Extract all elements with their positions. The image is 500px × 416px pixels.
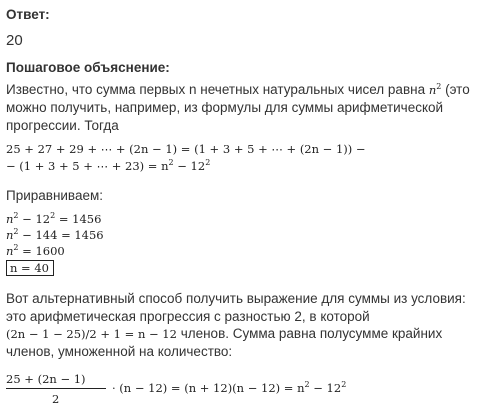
answer-heading: Ответ: [6,7,50,22]
fraction-numerator: 25 + (2n − 1) [6,372,86,386]
explanation-heading: Пошаговое объяснение: [6,60,170,75]
solution-step-2: $n^2 - 144 = 1456$ [6,227,104,242]
answer-value: 20 [6,32,23,49]
equate-label: Приравниваем: [6,188,104,203]
paragraph2-line3-text: членов. Сумма равна полусумме крайних [176,326,443,341]
n-squared-math: $n^2$ [428,82,442,97]
paragraph1-line3: прогрессии. Тогда [6,118,119,133]
equation1-line2: − (1 + 3 + 5 + ⋯ + $23) = n^2 - 12^2$ [6,158,211,173]
term-count-formula: (2n − 1 − 25)/2 + 1 = n − 12 [6,327,177,341]
solution-step-1: $n^2 - 12^2 = 1456$ [6,211,102,226]
final-formula-rest: · $(n - 12) = (n + 12)(n - 12) = n^2 - 12^2$ [112,380,347,395]
solution-step-3: $n^2 = 1600$ [6,243,65,258]
result-box: n = 40 [6,260,54,276]
equation1-line1: 25 + 27 + 29 + ⋯ + (2n − 1) = (1 + 3 + 5 + ⋯ + (2n − 1)) − [6,142,366,156]
paragraph2-line3 [6,325,442,343]
paragraph1-line1-tail: (это [441,82,470,97]
boxed-result [6,260,54,277]
fraction-bar [6,388,106,389]
fraction-denominator: 2 [52,392,60,406]
paragraph1-line2: можно получить, например, из формулы для суммы арифметической [6,100,444,115]
paragraph1-line1 [6,81,470,99]
paragraph2-line1: Вот альтернативный способ получить выражение для суммы из условия: [6,291,466,306]
paragraph2-line2: это арифметическая прогрессия с разностью 2, в которой [6,309,370,324]
paragraph2-line4: членов, умноженной на количество: [6,344,233,359]
paragraph1-line1-text: Известно, что сумма первых n нечетных натуральных чисел равна [6,82,429,97]
